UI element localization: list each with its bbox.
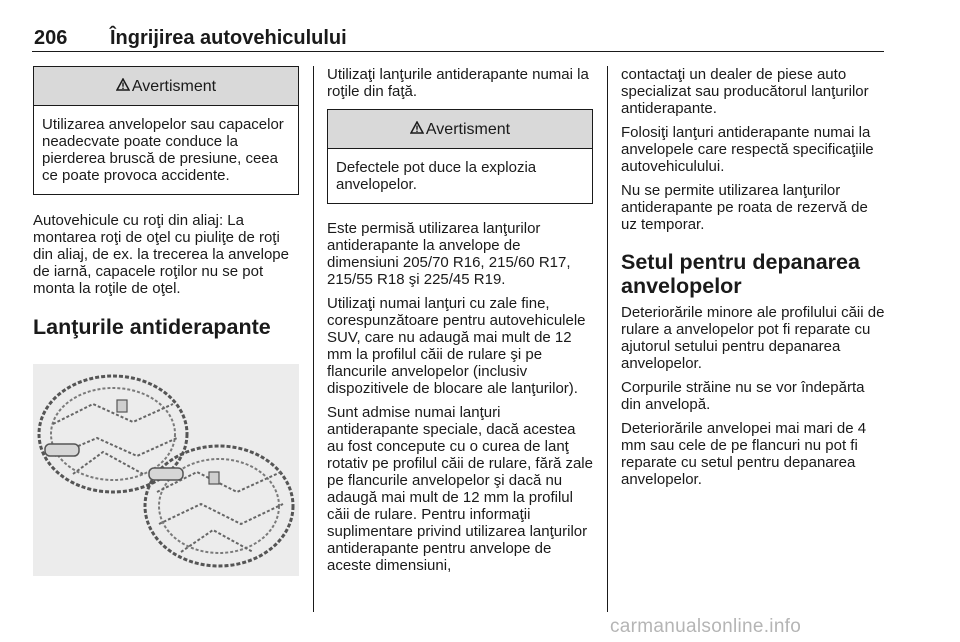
warning-title: Avertisment	[131, 77, 217, 95]
section-heading: Lanţurile antiderapante	[33, 315, 271, 339]
warning-text: Utilizarea anvelopelor sau capacelor neadecvate poate conduce la pierderea bruscă de presiune, ceea ce poate provoca accidente.	[42, 116, 284, 184]
column-2	[327, 66, 593, 581]
snow-chains-illustration	[33, 364, 299, 576]
section-heading: Setul pentru depanarea anvelopelor	[621, 250, 860, 298]
paragraph: Folosiţi lanţuri antiderapante numai la anvelopele care respectă specificaţiile autovehiculului.	[621, 124, 874, 175]
warning-triangle-icon	[116, 78, 130, 95]
warning-triangle-icon	[410, 121, 424, 138]
chapter-title: Îngrijirea autovehiculului	[110, 27, 347, 49]
paragraph: contactaţi un dealer de piese auto specializat sau producătorul lanţurilor antiderapante.	[621, 66, 869, 117]
warning-header	[34, 67, 298, 106]
paragraph: Deteriorările anvelopei mai mari de 4 mm sau cele de pe flancuri nu pot fi reparate cu setul pentru depanarea anvelopelor.	[621, 420, 867, 488]
column-1	[33, 66, 299, 351]
paragraph: Deteriorările minore ale profilului căii de rulare a anvelopelor pot fi reparate cu ajutorul setului pentru depanarea anvelopelor.	[621, 304, 885, 372]
warning-header	[328, 110, 592, 149]
paragraph: Sunt admise numai lanţuri antiderapante speciale, dacă acestea au fost concepute cu o curea de lanţ rotativ pe profilul căii de rulare, fără zale pe flancurile anvelopelor şi dacă nu adaugă mai mult de 12 mm la profilul căii de rulare. Pentru informaţii suplimentare privind utilizarea lanţurilor antiderapante pentru anvelope de aceste dimensiuni,	[327, 404, 593, 574]
column-divider	[313, 66, 314, 612]
paragraph: Nu se permite utilizarea lanţurilor antiderapante pe roata de rezervă de uz temporar.	[621, 182, 868, 233]
paragraph: Corpurile străine nu se vor îndepărta din anvelopă.	[621, 379, 865, 413]
warning-box	[33, 66, 299, 195]
paragraph: Utilizaţi lanţurile antiderapante numai la roţile din faţă.	[327, 66, 589, 100]
warning-title: Avertisment	[425, 120, 511, 138]
paragraph: Autovehicule cu roţi din aliaj: La montarea roţi de oţel cu piuliţe de roţi din aliaj, de ex. la trecerea la anvelope de iarnă, capacele roţilor nu se pot monta la roţile de oţel.	[33, 212, 289, 297]
warning-box	[327, 109, 593, 204]
column-divider	[607, 66, 608, 612]
page-header	[32, 21, 884, 52]
page-number: 206	[34, 27, 68, 49]
paragraph: Este permisă utilizarea lanţurilor antiderapante la anvelope de dimensiuni 205/70 R16, 215/60 R17, 215/55 R18 şi 225/45 R19.	[327, 220, 571, 288]
watermark: carmanualsonline.info	[610, 616, 802, 637]
warning-text: Defectele pot duce la explozia anvelopelor.	[336, 159, 537, 193]
column-3	[621, 66, 887, 495]
paragraph: Utilizaţi numai lanţuri cu zale fine, corespunzătoare pentru autovehiculele SUV, care nu adaugă mai mult de 12 mm la profilul căii de rulare şi pe flancurile anvelopelor (inclusiv dispozitivele de blocare ale lanţurilor).	[327, 295, 586, 397]
